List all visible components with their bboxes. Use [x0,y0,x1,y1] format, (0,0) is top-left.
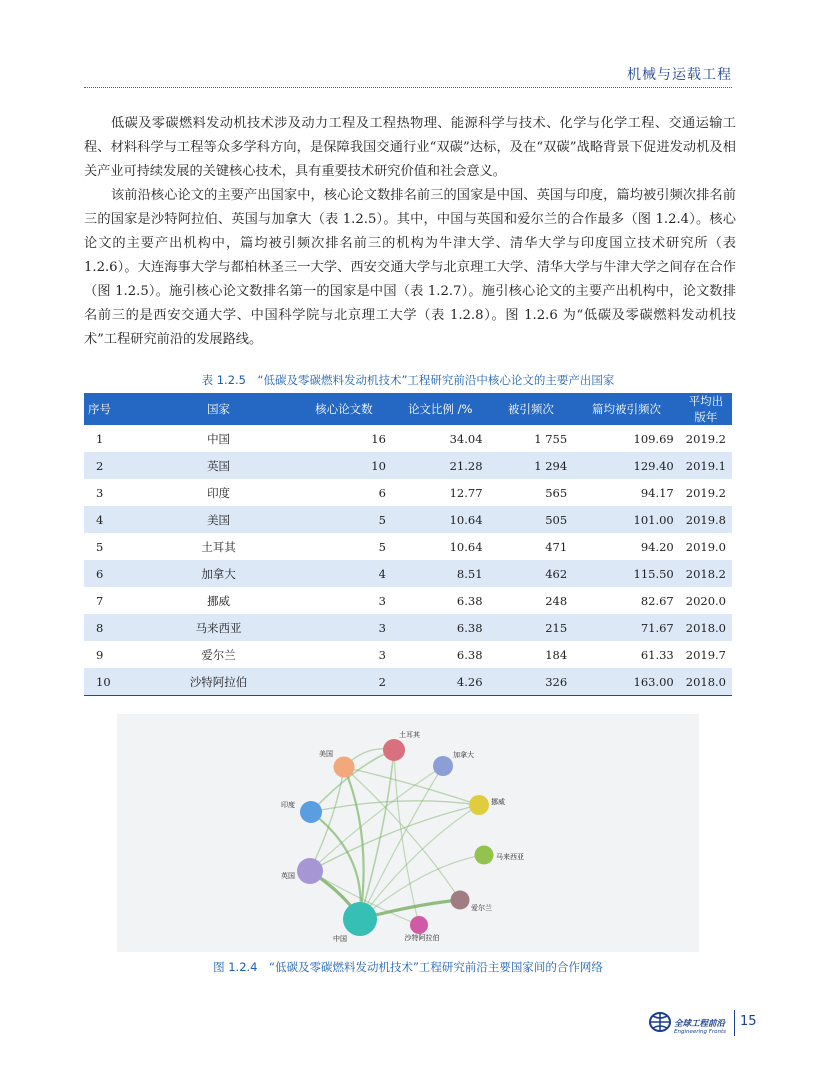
table-cell: 2 [296,668,392,696]
column-header: 论文比例 /% [392,393,489,425]
node-ireland [451,891,470,910]
table-cell: 184 [545,647,568,662]
table-cell: 沙特阿拉伯 [141,668,295,696]
column-header: 平均出版年 [680,393,732,425]
column-header: 被引频次 [489,393,574,425]
countries-table [84,393,732,696]
table-cell: 5 [378,539,386,554]
node-label: 中国 [333,935,347,943]
table-cell: 12.77 [449,485,483,500]
figure-caption: 图 1.2.4 “低碳及零碳燃料发动机技术”工程研究前沿主要国家间的合作网络 [213,960,603,974]
table-row [84,587,732,614]
table-cell: 中国 [207,431,231,446]
node-saudi-arabia [410,916,428,934]
logo-text: 全球工程前沿 [674,1019,726,1029]
table-cell: 6.38 [456,647,483,662]
table-cell: 土耳其 [201,539,236,554]
table-cell: 215 [489,614,574,641]
node-malaysia [475,846,494,865]
table-cell: 462 [489,560,574,587]
table-cell: 565 [545,485,568,500]
table-cell: 1 755 [534,431,568,446]
table-cell: 163.00 [573,668,680,696]
table-cell: 2019.2 [685,431,726,446]
table-cell: 6.38 [392,614,489,641]
table-cell: 326 [489,668,574,696]
table-cell: 10 [296,452,392,479]
table-cell: 6 [84,560,141,587]
table-cell: 3 [296,614,392,641]
table-row [84,641,732,668]
table-row [84,452,732,479]
node-label: 英国 [281,872,295,880]
table-row [84,506,732,533]
table-cell: 10 [84,668,141,696]
table-cell: 471 [545,539,568,554]
table-cell: 3 [96,485,104,500]
node-label: 加拿大 [453,751,474,759]
table-cell: 4 [84,506,141,533]
table-cell: 2020.0 [685,593,726,608]
table-cell: 5 [96,539,104,554]
table-cell: 6.38 [456,593,483,608]
table-cell: 3 [378,647,386,662]
node-label: 挪威 [491,798,505,806]
body-text [84,112,736,352]
footer-divider [734,1010,735,1036]
table-cell: 4 [296,560,392,587]
node-label: 爱尔兰 [471,904,492,912]
table-cell: 挪威 [207,593,231,608]
table-cell: 94.17 [640,485,674,500]
table-cell: 2 [84,452,141,479]
table-row [84,479,732,506]
table-cell: 505 [489,506,574,533]
table-cell: 8 [84,614,141,641]
link-gbr-nor [310,805,479,871]
table-row [84,614,732,641]
table-cell: 129.40 [573,452,680,479]
table-cell: 2018.0 [680,614,732,641]
page-number: 15 [740,1014,757,1029]
table-cell: 马来西亚 [141,614,295,641]
paragraph: 低碳及零碳燃料发动机技术涉及动力工程及工程热物理、能源科学与技术、化学与化学工程、交通运输工程、材料科学与工程等众多学科方向，是保障我国交通行业“双碳”达标，及在“双碳”战略背景下促进发动机及相关产业可持续发展的关键核心技术，具有重要技术研究价值和社会意义。 [84,116,736,179]
node-india [300,801,322,823]
table-cell: 3 [378,593,386,608]
node-usa [334,757,355,778]
table-cell: 21.28 [392,452,489,479]
node-uk [297,858,323,884]
table-cell: 爱尔兰 [201,647,236,662]
table-cell: 109.69 [633,431,674,446]
table-cell: 61.33 [640,647,674,662]
table-caption: 表 1.2.5 “低碳及零碳燃料发动机技术”工程研究前沿中核心论文的主要产出国家 [201,373,615,387]
table-cell: 2018.2 [680,560,732,587]
column-header: 篇均被引频次 [573,393,680,425]
table-cell: 82.67 [640,593,674,608]
table-cell: 9 [96,647,104,662]
table-row [84,533,732,560]
section-title: 机械与运载工程 [627,67,732,83]
node-label: 土耳其 [399,731,420,739]
table-cell: 2018.0 [680,668,732,696]
table-cell: 115.50 [573,560,680,587]
table-cell: 1 [96,431,104,446]
table-cell: 2019.0 [685,539,726,554]
node-china [343,902,377,936]
table-cell: 加拿大 [141,560,295,587]
column-header: 核心论文数 [296,393,392,425]
table-row [84,425,732,452]
table-cell: 5 [296,506,392,533]
node-label: 印度 [281,801,295,809]
table-row [84,560,732,587]
table-cell: 2019.1 [680,452,732,479]
table-cell: 34.04 [449,431,483,446]
table-cell: 6 [378,485,386,500]
link-tur-sau [394,750,419,925]
table-row [84,668,732,696]
network-svg [117,714,699,952]
table-cell: 2019.2 [685,485,726,500]
node-label: 马来西亚 [496,853,524,861]
table-cell: 印度 [207,485,231,500]
node-label: 美国 [319,750,333,758]
table-cell: 4.26 [392,668,489,696]
table-cell: 94.20 [640,539,674,554]
table-cell: 2019.8 [680,506,732,533]
node-turkey [383,739,405,761]
link-chn-can [360,766,443,919]
globe-logo-icon [648,1011,672,1033]
table-cell: 16 [371,431,386,446]
table-cell: 2019.7 [685,647,726,662]
table-cell: 248 [545,593,568,608]
node-canada [433,756,453,776]
paragraph: 该前沿核心论文的主要产出国家中，核心论文数排名前三的国家是中国、英国与印度，篇均被引频次排名前三的国家是沙特阿拉伯、英国与加拿大（表 1.2.5）。其中，中国与英国和爱尔兰的合作最多（图 1.2.4）。核心论文的主要产出机构中，篇均被引频次排名前三的机构为牛津大学、清华大学与印度国立技术研究所（表 1.2.6）。大连海事大学与都柏林圣三一大学、西安交通大学与北京理工大学、清华大学与牛津大学之间存在合作（图 1.2.5）。施引核心论文数排名第一的国家是中国（表 1.2.7）。施引核心论文的主要产出机构中，论文数排名前三的是西安交通大学、中国科学院与北京理工大学（表 1.2.8）。图 1.2.6 为“低碳及零碳燃料发动机技术”工程研究前沿的发展路线。 [84,188,736,347]
collaboration-network-figure [117,714,699,952]
node-label: 沙特阿拉伯 [404,934,440,942]
table-cell: 1 294 [489,452,574,479]
table-cell: 71.67 [573,614,680,641]
column-header: 国家 [141,393,295,425]
table-cell: 美国 [141,506,295,533]
logo-subtext: Engineering Fronts [674,1029,727,1035]
column-header: 序号 [84,393,141,425]
table-cell: 10.64 [392,506,489,533]
table-cell: 8.51 [392,560,489,587]
header-divider [84,87,732,88]
table-cell: 7 [96,593,104,608]
table-cell: 英国 [141,452,295,479]
table-cell: 101.00 [573,506,680,533]
table-header-row [84,393,732,425]
node-norway [469,795,489,815]
link-chn-mys [360,855,484,919]
table-cell: 10.64 [449,539,483,554]
